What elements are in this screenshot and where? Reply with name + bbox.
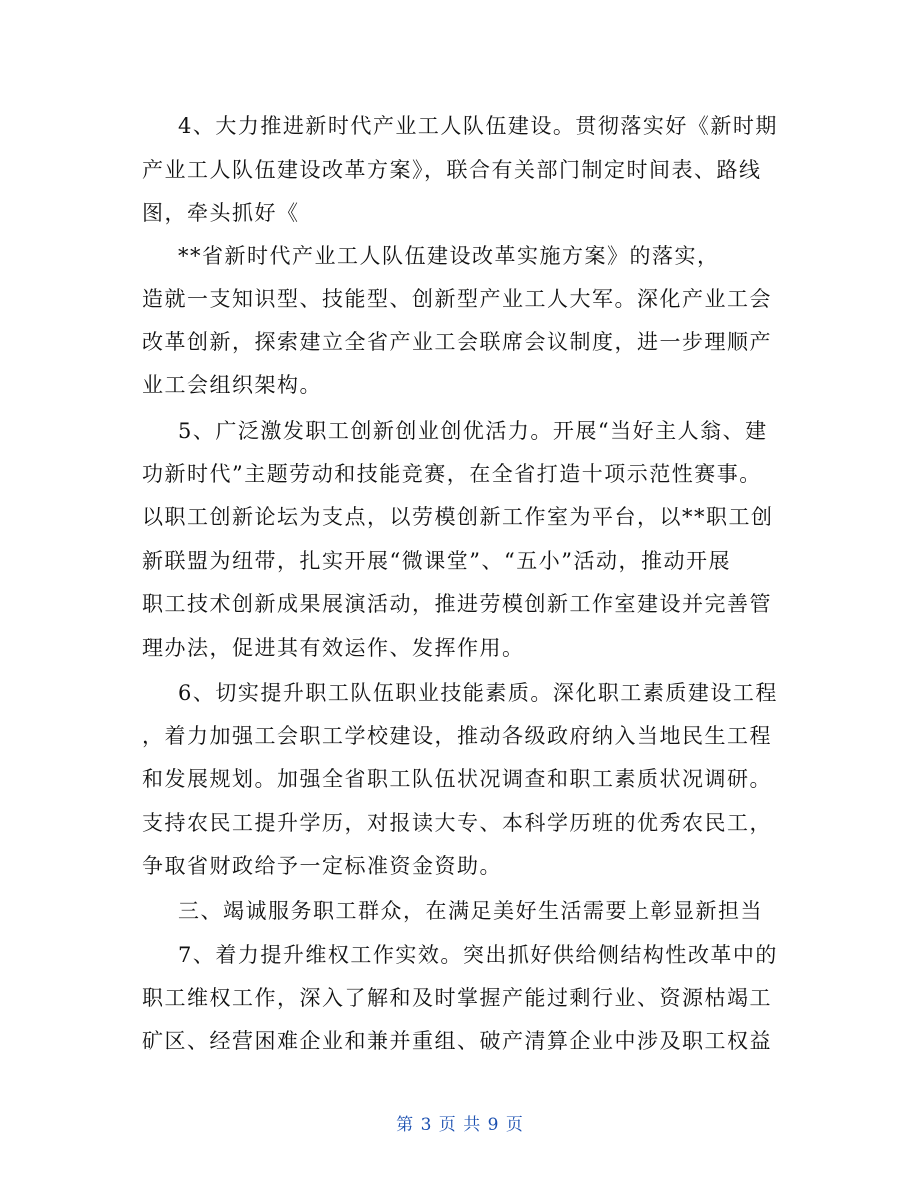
paragraph-line: 理办法，促进其有效运作、发挥作用。 [142,636,525,660]
paragraph-line: 支持农民工提升学历，对报读大专、本科学历班的优秀农民工， [142,811,772,835]
paragraph-line: 和发展规划。加强全省职工队伍状况调查和职工素质状况调研。 [142,767,772,791]
paragraph-line: **省新时代产业工人队伍建设改革实施方案》的落实， [178,244,720,268]
paragraph-line: 4、大力推进新时代产业工人队伍建设。贯彻落实好《新时期 [178,114,778,138]
paragraph-line: 新联盟为纽带，扎实开展“微课堂”、“五小”活动，推动开展 [142,549,731,573]
paragraph-line: 争取省财政给予一定标准资金资助。 [142,854,502,878]
page-number-footer: 第 3 页 共 9 页 [396,1115,524,1135]
paragraph-line: 业工会组织架构。 [142,373,322,397]
paragraph-line: 5、广泛激发职工创新创业创优活力。开展“当好主人翁、建 [178,419,768,443]
paragraph-line: ，着力加强工会职工学校建设，推动各级政府纳入当地民生工程 [142,724,772,748]
paragraph-line: 造就一支知识型、技能型、创新型产业工人大军。深化产业工会 [142,287,772,311]
paragraph-line: 6、切实提升职工队伍职业技能素质。深化职工素质建设工程 [178,681,778,705]
paragraph-line: 图，牵头抓好《 [142,201,300,225]
paragraph-line: 产业工人队伍建设改革方案》，联合有关部门制定时间表、路线 [142,158,762,182]
paragraph-line: 功新时代”主题劳动和技能竞赛，在全省打造十项示范性赛事。 [142,462,762,486]
paragraph-line: 7、着力提升维权工作实效。突出抓好供给侧结构性改革中的 [178,943,778,967]
paragraph-line: 以职工创新论坛为支点，以劳模创新工作室为平台，以**职工创 [142,505,774,529]
paragraph-line: 矿区、经营困难企业和兼并重组、破产清算企业中涉及职工权益 [142,1029,772,1053]
section-heading: 三、竭诚服务职工群众，在满足美好生活需要上彰显新担当 [178,899,763,923]
paragraph-line: 职工维权工作，深入了解和及时掌握产能过剩行业、资源枯竭工 [142,986,772,1010]
paragraph-line: 职工技术创新成果展演活动，推进劳模创新工作室建设并完善管 [142,592,772,616]
paragraph-line: 改革创新，探索建立全省产业工会联席会议制度，进一步理顺产 [142,330,772,354]
